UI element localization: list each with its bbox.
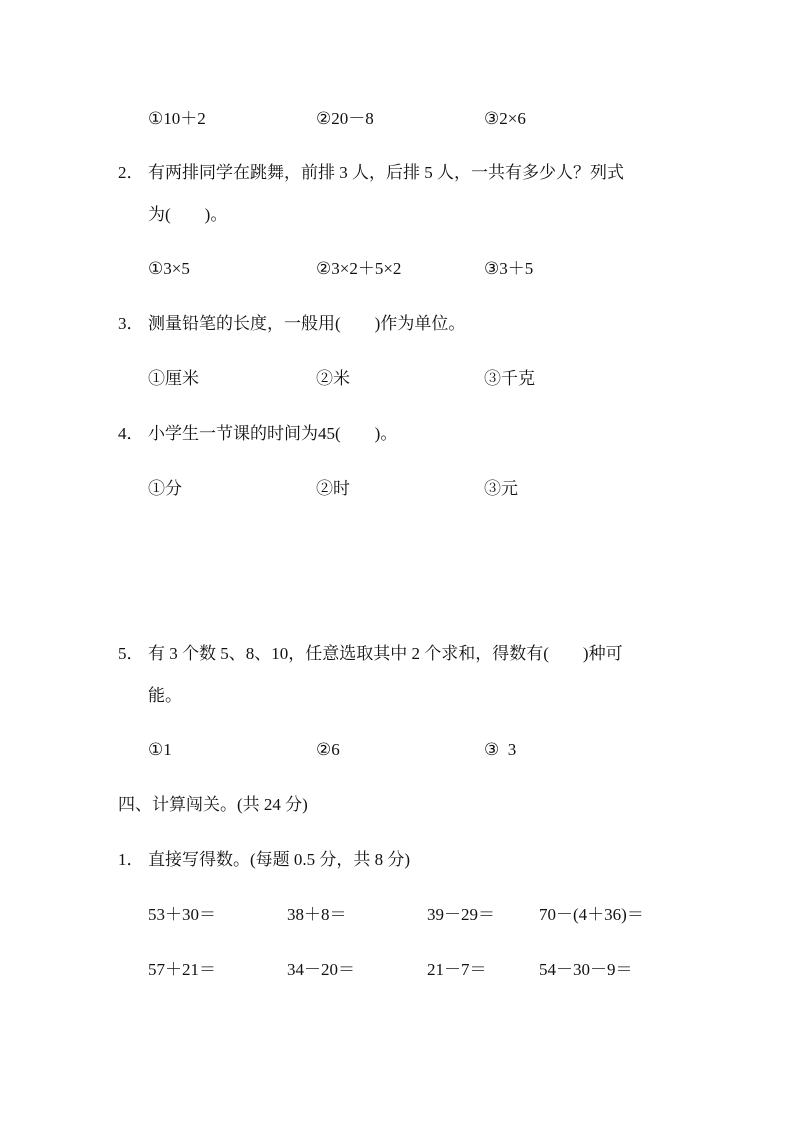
q5-text-line2: 能。 (148, 686, 182, 705)
q3-option-1: ①厘米 (148, 369, 199, 388)
q2-text-line1: 有两排同学在跳舞，前排 3 人，后排 5 人，一共有多少人？列式 (148, 163, 624, 182)
calc-r1-c3: 39－29＝ (427, 905, 495, 924)
q3-text: 测量铅笔的长度，一般用( )作为单位。 (148, 314, 466, 333)
q4-number: 4． (118, 424, 144, 443)
calc-r2-c3: 21－7＝ (427, 960, 487, 979)
section4-part1 (118, 849, 410, 871)
q1-option-1: ①10＋2 (148, 109, 206, 128)
calc-r2-c4: 54－30－9＝ (539, 960, 633, 979)
q5-stem (118, 643, 623, 665)
q2-option-3: ③3＋5 (484, 259, 534, 278)
q2-text-line2: 为( )。 (148, 205, 228, 224)
section4-part1-number: 1． (118, 850, 144, 869)
q4-stem (118, 423, 397, 445)
q5-option-2: ②6 (316, 740, 340, 759)
q2-number: 2． (118, 163, 144, 182)
calc-r1-c4: 70－(4＋36)＝ (539, 905, 644, 924)
q2-option-1: ①3×5 (148, 259, 190, 278)
calc-r2-c1: 57＋21＝ (148, 960, 216, 979)
q5-option-3: ③ 3 (484, 740, 517, 759)
q5-number: 5． (118, 644, 144, 663)
section4-part1-text: 直接写得数。(每题 0.5 分，共 8 分) (148, 850, 411, 869)
calc-r1-c1: 53＋30＝ (148, 905, 216, 924)
q3-stem (118, 313, 465, 335)
q5-text-line1: 有 3 个数 5、8、10，任意选取其中 2 个求和，得数有( )种可 (148, 644, 623, 663)
q3-option-2: ②米 (316, 369, 350, 388)
q2-option-2: ②3×2＋5×2 (316, 259, 402, 278)
q5-option-1: ①1 (148, 740, 172, 759)
q4-text: 小学生一节课的时间为45( )。 (148, 424, 398, 443)
section4-title: 四、计算闯关。(共 24 分) (118, 795, 308, 814)
q2-stem (118, 162, 624, 184)
q3-option-3: ③千克 (484, 369, 535, 388)
calc-r2-c2: 34－20＝ (287, 960, 355, 979)
q1-option-2: ②20－8 (316, 109, 374, 128)
q4-option-2: ②时 (316, 479, 350, 498)
calc-r1-c2: 38＋8＝ (287, 905, 347, 924)
q1-option-3: ③2×6 (484, 109, 526, 128)
q4-option-1: ①分 (148, 479, 182, 498)
q3-number: 3． (118, 314, 144, 333)
q4-option-3: ③元 (484, 479, 518, 498)
